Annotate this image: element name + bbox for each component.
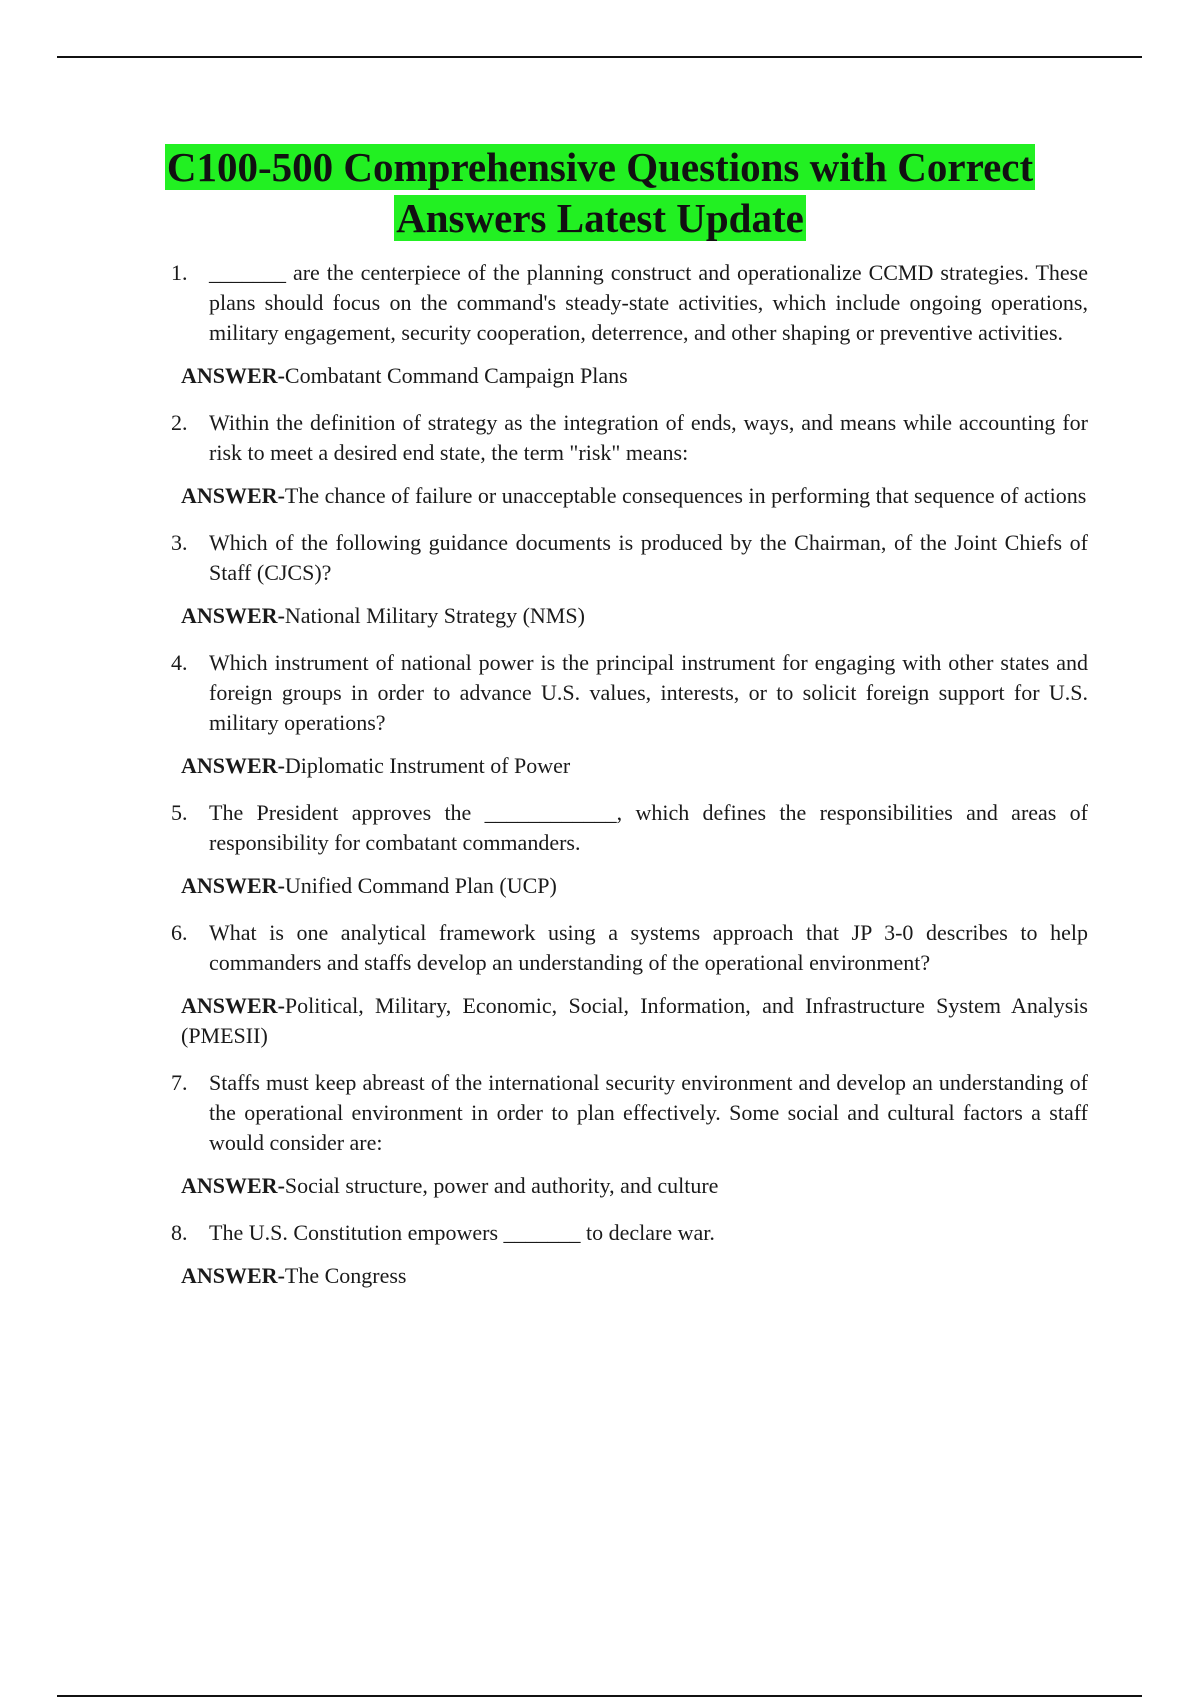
qa-item-8: [171, 1218, 1088, 1291]
question-text: The U.S. Constitution empowers _______ to declare war.: [209, 1220, 715, 1245]
qa-item-3: [171, 528, 1088, 631]
answer-label: ANSWER-: [181, 1263, 285, 1288]
qa-item-2: [171, 408, 1088, 511]
question-number: 2.: [171, 410, 188, 435]
answer-label: ANSWER-: [181, 753, 285, 778]
qa-item-5: [171, 798, 1088, 901]
answer-text: Combatant Command Campaign Plans: [284, 363, 628, 388]
answer-text: Unified Command Plan (UCP): [284, 873, 557, 898]
answer: [181, 991, 1088, 1051]
answer-label: ANSWER-: [181, 873, 285, 898]
answer-label: ANSWER-: [181, 363, 285, 388]
question: [171, 918, 1088, 978]
title-line-2: Answers Latest Update: [396, 195, 804, 241]
question-number: 1.: [171, 260, 188, 285]
question: [171, 1068, 1088, 1158]
footer-rule: [57, 1695, 1142, 1697]
answer: [181, 481, 1088, 511]
question-text: The President approves the ____________, which defines the responsibilities and areas of responsibility for combatant commanders.: [209, 800, 1088, 855]
question-number: 8.: [171, 1220, 188, 1245]
question-text: Staffs must keep abreast of the international security environment and develop an understanding of the operational environment in order to plan effectively. Some social and cultural factors a staff would consider are:: [209, 1070, 1088, 1155]
question-number: 5.: [171, 800, 188, 825]
question: [171, 1218, 1088, 1248]
question: [171, 528, 1088, 588]
answer: [181, 601, 1088, 631]
document-title: [0, 142, 1200, 244]
question-number: 3.: [171, 530, 188, 555]
qa-item-7: [171, 1068, 1088, 1201]
question-text: Which of the following guidance documents is produced by the Chairman, of the Joint Chiefs of Staff (CJCS)?: [209, 530, 1088, 585]
answer: [181, 871, 1088, 901]
question-number: 4.: [171, 650, 188, 675]
question-number: 6.: [171, 920, 188, 945]
answer: [181, 361, 1088, 391]
answer-text: Diplomatic Instrument of Power: [284, 753, 571, 778]
header-rule: [57, 56, 1142, 58]
answer-label: ANSWER-: [181, 993, 285, 1018]
question-number: 7.: [171, 1070, 188, 1095]
question-text: Within the definition of strategy as the integration of ends, ways, and means while accounting for risk to meet a desired end state, the term "risk" means:: [209, 410, 1088, 465]
answer-text: Social structure, power and authority, and culture: [284, 1173, 719, 1198]
question: [171, 258, 1088, 348]
answer: [181, 1261, 1088, 1291]
question: [171, 798, 1088, 858]
answer: [181, 1171, 1088, 1201]
question-text: _______ are the centerpiece of the planning construct and operationalize CCMD strategies. These plans should focus on the command's steady-state activities, which include ongoing operations, military engagement, security cooperation, deterrence, and other shaping or preventive activities.: [209, 260, 1088, 345]
answer: [181, 751, 1088, 781]
answer-label: ANSWER-: [181, 483, 285, 508]
answer-label: ANSWER-: [181, 1173, 285, 1198]
question: [171, 648, 1088, 738]
answer-text: National Military Strategy (NMS): [284, 603, 585, 628]
question-text: What is one analytical framework using a systems approach that JP 3-0 describes to help commanders and staffs develop an understanding of the operational environment?: [209, 920, 1088, 975]
answer-text: Political, Military, Economic, Social, Information, and Infrastructure System Analysis (PMESII): [181, 993, 1088, 1048]
answer-text: The chance of failure or unacceptable consequences in performing that sequence of actions: [284, 483, 1087, 508]
qa-item-1: [171, 258, 1088, 391]
qa-item-4: [171, 648, 1088, 781]
answer-label: ANSWER-: [181, 603, 285, 628]
title-line-1: C100-500 Comprehensive Questions with Correct: [166, 144, 1034, 190]
question-text: Which instrument of national power is the principal instrument for engaging with other states and foreign groups in order to advance U.S. values, interests, or to solicit foreign support for U.S. military operations?: [209, 650, 1088, 735]
qa-item-6: [171, 918, 1088, 1051]
question: [171, 408, 1088, 468]
answer-text: The Congress: [284, 1263, 407, 1288]
question-list: [171, 258, 1088, 1308]
